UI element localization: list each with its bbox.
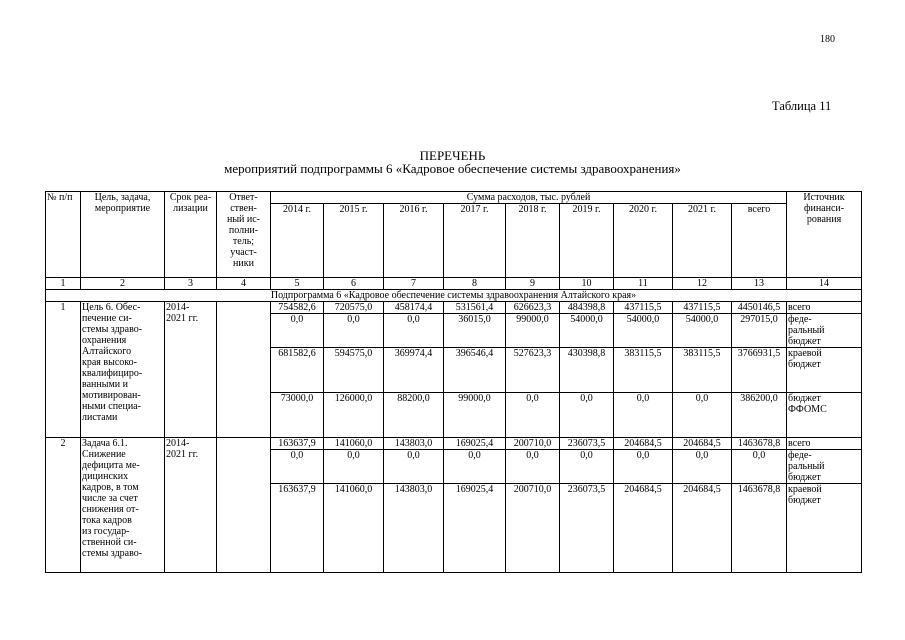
header-year: 2015 г. bbox=[324, 204, 384, 278]
amount-cell: 200710,0 bbox=[506, 484, 560, 573]
amount-cell: 0,0 bbox=[506, 450, 560, 484]
amount-cell: 204684,5 bbox=[614, 484, 673, 573]
amount-cell: 437115,5 bbox=[614, 302, 673, 314]
amount-cell: 383115,5 bbox=[673, 348, 732, 393]
column-number: 4 bbox=[217, 278, 271, 290]
amount-cell: 141060,0 bbox=[324, 438, 384, 450]
header-row bbox=[46, 192, 862, 204]
amount-cell: 0,0 bbox=[560, 393, 614, 438]
table-label: Таблица 11 bbox=[772, 99, 832, 113]
column-number: 13 bbox=[732, 278, 787, 290]
column-number: 9 bbox=[506, 278, 560, 290]
funding-source: феде- ральный бюджет bbox=[787, 314, 862, 348]
column-number: 10 bbox=[560, 278, 614, 290]
amount-cell: 0,0 bbox=[614, 450, 673, 484]
header-year: 2021 г. bbox=[673, 204, 732, 278]
amount-cell: 527623,3 bbox=[506, 348, 560, 393]
executor-cell bbox=[217, 438, 271, 573]
amount-cell: 0,0 bbox=[271, 450, 324, 484]
header-term: Срок реа- лизации bbox=[165, 192, 217, 278]
amount-cell: 236073,5 bbox=[560, 438, 614, 450]
column-number: 7 bbox=[384, 278, 444, 290]
amount-cell: 3766931,5 bbox=[732, 348, 787, 393]
amount-cell: 1463678,8 bbox=[732, 438, 787, 450]
row-number: 1 bbox=[46, 302, 81, 438]
funding-source: краевой бюджет bbox=[787, 484, 862, 573]
header-executor: Ответ- ствен- ный ис- полни- тель; участ- ники bbox=[217, 192, 271, 278]
amount-cell: 437115,5 bbox=[673, 302, 732, 314]
column-number: 5 bbox=[271, 278, 324, 290]
funding-source: краевой бюджет bbox=[787, 348, 862, 393]
executor-cell bbox=[217, 302, 271, 438]
amount-cell: 143803,0 bbox=[384, 438, 444, 450]
amount-cell: 99000,0 bbox=[444, 393, 506, 438]
header-num: № п/п bbox=[46, 192, 81, 278]
amount-cell: 0,0 bbox=[614, 393, 673, 438]
amount-cell: 0,0 bbox=[324, 450, 384, 484]
amount-cell: 204684,5 bbox=[673, 438, 732, 450]
amount-cell: 54000,0 bbox=[560, 314, 614, 348]
column-number: 8 bbox=[444, 278, 506, 290]
subprogram-row bbox=[46, 290, 862, 302]
amount-cell: 0,0 bbox=[673, 450, 732, 484]
column-number: 1 bbox=[46, 278, 81, 290]
funding-source: всего bbox=[787, 438, 862, 450]
document-title: ПЕРЕЧЕНЬ bbox=[419, 148, 486, 163]
amount-cell: 383115,5 bbox=[614, 348, 673, 393]
term-text: 2014- 2021 гг. bbox=[165, 438, 217, 573]
amount-cell: 396546,4 bbox=[444, 348, 506, 393]
amount-cell: 0,0 bbox=[324, 314, 384, 348]
row-number: 2 bbox=[46, 438, 81, 573]
column-number: 14 bbox=[787, 278, 862, 290]
amount-cell: 0,0 bbox=[384, 450, 444, 484]
amount-cell: 169025,4 bbox=[444, 484, 506, 573]
header-year: 2020 г. bbox=[614, 204, 673, 278]
amount-cell: 163637,9 bbox=[271, 484, 324, 573]
funding-source: всего bbox=[787, 302, 862, 314]
amount-cell: 143803,0 bbox=[384, 484, 444, 573]
amount-cell: 484398,8 bbox=[560, 302, 614, 314]
column-number: 12 bbox=[673, 278, 732, 290]
header-year: всего bbox=[732, 204, 787, 278]
column-number: 3 bbox=[165, 278, 217, 290]
amount-cell: 204684,5 bbox=[673, 484, 732, 573]
amount-cell: 430398,8 bbox=[560, 348, 614, 393]
column-number: 11 bbox=[614, 278, 673, 290]
amount-cell: 0,0 bbox=[384, 314, 444, 348]
measures-table bbox=[45, 191, 862, 573]
amount-cell: 754582,6 bbox=[271, 302, 324, 314]
amount-cell: 1463678,8 bbox=[732, 484, 787, 573]
header-source: Источник финанси- рования bbox=[787, 192, 862, 278]
column-number: 2 bbox=[81, 278, 165, 290]
amount-cell: 720575,0 bbox=[324, 302, 384, 314]
amount-cell: 88200,0 bbox=[384, 393, 444, 438]
column-numbers-row bbox=[46, 278, 862, 290]
amount-cell: 386200,0 bbox=[732, 393, 787, 438]
amount-cell: 54000,0 bbox=[673, 314, 732, 348]
term-text: 2014- 2021 гг. bbox=[165, 302, 217, 438]
header-year: 2016 г. bbox=[384, 204, 444, 278]
amount-cell: 531561,4 bbox=[444, 302, 506, 314]
column-number: 6 bbox=[324, 278, 384, 290]
amount-cell: 0,0 bbox=[673, 393, 732, 438]
header-year: 2019 г. bbox=[560, 204, 614, 278]
amount-cell: 626623,3 bbox=[506, 302, 560, 314]
amount-cell: 141060,0 bbox=[324, 484, 384, 573]
subprogram-title: Подпрограмма 6 «Кадровое обеспечение системы здравоохранения Алтайского края» bbox=[46, 290, 862, 302]
amount-cell: 169025,4 bbox=[444, 438, 506, 450]
header-year: 2018 г. bbox=[506, 204, 560, 278]
header-year: 2017 г. bbox=[444, 204, 506, 278]
page-number: 180 bbox=[820, 34, 835, 45]
amount-cell: 0,0 bbox=[506, 393, 560, 438]
header-year: 2014 г. bbox=[271, 204, 324, 278]
amount-cell: 369974,4 bbox=[384, 348, 444, 393]
header-goal: Цель, задача, мероприятие bbox=[81, 192, 165, 278]
table-row bbox=[46, 438, 862, 450]
document-subtitle: мероприятий подпрограммы 6 «Кадровое обеспечение системы здравоохранения» bbox=[224, 161, 681, 176]
amount-cell: 0,0 bbox=[732, 450, 787, 484]
header-sum: Сумма расходов, тыс. рублей bbox=[271, 192, 787, 204]
amount-cell: 297015,0 bbox=[732, 314, 787, 348]
amount-cell: 4450146,5 bbox=[732, 302, 787, 314]
amount-cell: 681582,6 bbox=[271, 348, 324, 393]
amount-cell: 0,0 bbox=[444, 450, 506, 484]
funding-source: феде- ральный бюджет bbox=[787, 450, 862, 484]
amount-cell: 236073,5 bbox=[560, 484, 614, 573]
amount-cell: 458174,4 bbox=[384, 302, 444, 314]
amount-cell: 73000,0 bbox=[271, 393, 324, 438]
amount-cell: 200710,0 bbox=[506, 438, 560, 450]
amount-cell: 163637,9 bbox=[271, 438, 324, 450]
amount-cell: 54000,0 bbox=[614, 314, 673, 348]
goal-text: Задача 6.1. Снижение дефицита ме- дицинских кадров, в том числе за счет снижения от- тока кадров из государ- ственной си- стемы здраво- bbox=[81, 438, 165, 573]
table-row bbox=[46, 302, 862, 314]
funding-source: бюджет ФФОМС bbox=[787, 393, 862, 438]
amount-cell: 204684,5 bbox=[614, 438, 673, 450]
amount-cell: 99000,0 bbox=[506, 314, 560, 348]
amount-cell: 0,0 bbox=[271, 314, 324, 348]
amount-cell: 594575,0 bbox=[324, 348, 384, 393]
goal-text: Цель 6. Обес- печение си- стемы здраво- охранения Алтайского края высоко- квалифициро- ванными и мотивирован- ными специа- листами bbox=[81, 302, 165, 438]
amount-cell: 36015,0 bbox=[444, 314, 506, 348]
amount-cell: 126000,0 bbox=[324, 393, 384, 438]
amount-cell: 0,0 bbox=[560, 450, 614, 484]
